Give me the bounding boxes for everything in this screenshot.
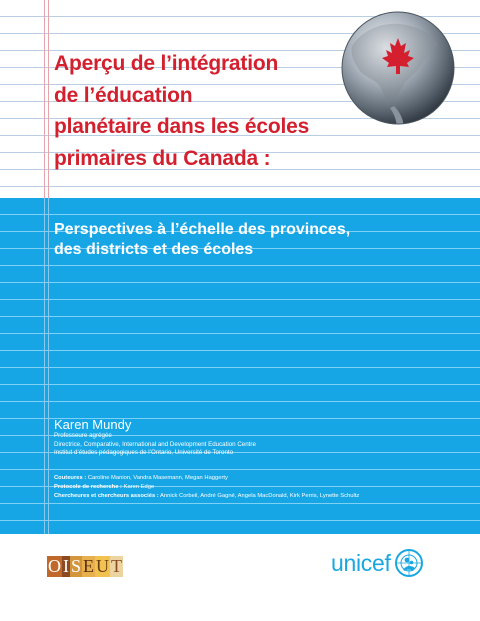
unicef-logo	[331, 548, 424, 578]
cover-subtitle	[54, 220, 350, 260]
credit-value: Karen Edge	[123, 484, 155, 490]
unicef-emblem-icon	[394, 548, 424, 578]
credit-value: Caroline Manion, Vandra Masemann, Megan Haggerty	[87, 475, 228, 481]
globe-with-maple-leaf-icon	[338, 8, 458, 128]
title-line: Aperçu de l’intégration	[54, 52, 279, 75]
credit-label: Protocole de recherche :	[54, 484, 122, 490]
margin-line	[44, 0, 45, 198]
credit-label: Couteures :	[54, 475, 87, 481]
subtitle-line: des districts et des écoles	[54, 241, 254, 258]
oise-ut-logo	[47, 556, 123, 577]
ruled-paper-header	[0, 0, 480, 198]
credit-line	[54, 474, 359, 483]
author-title: Professeure agrégée	[54, 432, 112, 439]
title-line: primaires du Canada :	[54, 146, 271, 170]
subtitle-line: Perspectives à l’échelle des provinces,	[54, 221, 351, 238]
oise-logo-letter: S	[71, 556, 82, 576]
margin-line	[44, 198, 45, 534]
author-block	[54, 417, 256, 458]
oise-logo-letter: E	[83, 556, 95, 576]
cover-title	[54, 48, 354, 174]
credits-block	[54, 474, 359, 501]
title-line: planétaire dans les écoles	[54, 115, 310, 138]
blue-ruled-band	[0, 198, 480, 534]
author-name: Karen Mundy	[54, 417, 132, 432]
title-line: de l’éducation	[54, 83, 193, 107]
oise-logo-letter: U	[96, 556, 110, 576]
margin-line	[48, 0, 49, 198]
credit-line	[54, 492, 359, 501]
oise-logo-letter: O	[48, 556, 61, 576]
credit-line	[54, 483, 359, 492]
margin-line	[48, 198, 49, 534]
credit-label: Chercheures et chercheurs associés :	[54, 493, 159, 499]
author-institution: Institut d’études pédagogiques de l’Ontario, Université de Toronto	[54, 449, 234, 456]
author-role: Directrice, Comparative, International and Development Education Centre	[54, 440, 256, 448]
unicef-wordmark: unicef	[331, 550, 391, 576]
oise-logo-letter: T	[111, 556, 123, 576]
oise-logo-letter: I	[63, 556, 69, 576]
credit-value: Annick Corbeil, André Gagné, Angela MacDonald, Kirk Perris, Lynette Schultz	[160, 493, 360, 499]
logo-footer	[0, 534, 480, 621]
